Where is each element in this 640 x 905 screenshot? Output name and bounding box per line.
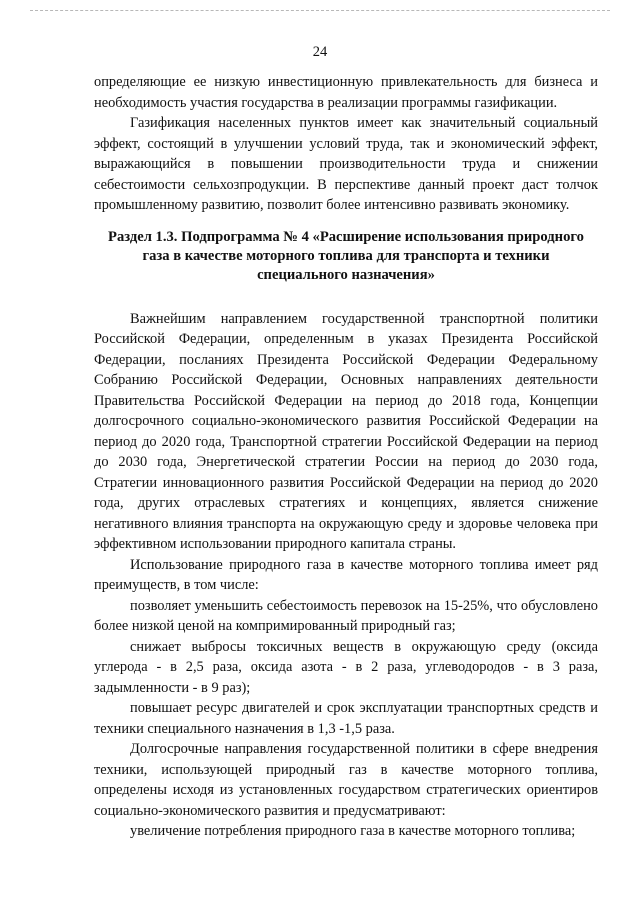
advantage-engine-life: повышает ресурс двигателей и срок эксплуатации транспортных средств и техники специального назначения в 1,3 -1,5 раза. (94, 700, 598, 737)
direction-consumption-increase: увеличение потребления природного газа в качестве моторного топлива; (130, 823, 576, 839)
scan-top-edge-line (30, 10, 610, 11)
document-body (94, 72, 598, 842)
paragraph-gasification-effect: Газификация населенных пунктов имеет как значительный социальный эффект, состоящий в улучшении условий труда, так и экономический эффект, выражающийся в повышении производительности труда и снижении себестоимости сельхозпродукции. В перспективе данный проект даст толчок промышленному развитию, позволит более интенсивно развивать экономику. (94, 115, 598, 213)
paragraph-continuation: определяющие ее низкую инвестиционную привлекательность для бизнеса и необходимость участия государства в реализации программы газификации. (94, 74, 598, 111)
page-number: 24 (312, 44, 328, 60)
paragraph-transport-policy: Важнейшим направлением государственной транспортной политики Российской Федерации, определенным в указах Президента Российской Федерации, посланиях Президента Российской Федерации Федеральному Собранию Российской Федерации, Основных направлениях деятельности Правительства Российской Федерации на период до 2018 года, Концепции долгосрочного социально-экономического развития Российской Федерации на период до 2020 года, Транспортной стратегии Российской Федерации на период до 2030 года, Энергетической стратегии России на период до 2030 года, Стратегии инновационного развития Российской Федерации на период до 2020 года, других отраслевых стратегиях и концепциях, является снижение негативного влияния транспорта на окружающую среду и здоровье человека при эффективном использовании природного капитала страны. (94, 310, 598, 552)
paragraph-long-term-directions: Долгосрочные направления государственной политики в сфере внедрения техники, использующей природный газ в качестве моторного топлива, определены исходя из установленных государством стратегических ориентиров социально-экономического развития и предусматривают: (94, 741, 598, 819)
section-heading: Раздел 1.3. Подпрограмма № 4 «Расширение использования природного газа в качестве моторного топлива для транспорта и техники специального назначения» (108, 228, 584, 283)
advantage-emissions-reduction: снижает выбросы токсичных веществ в окружающую среду (оксида углерода - в 2,5 раза, оксида азота - в 2 раза, углеводородов - в 3 раза, задымленности - в 9 раз); (94, 638, 598, 696)
paragraph-advantages-intro: Использование природного газа в качестве моторного топлива имеет ряд преимуществ, в том числе: (94, 556, 598, 593)
advantage-cost-reduction: позволяет уменьшить себестоимость перевозок на 15-25%, что обусловлено более низкой ценой на компримированный природный газ; (94, 597, 598, 634)
